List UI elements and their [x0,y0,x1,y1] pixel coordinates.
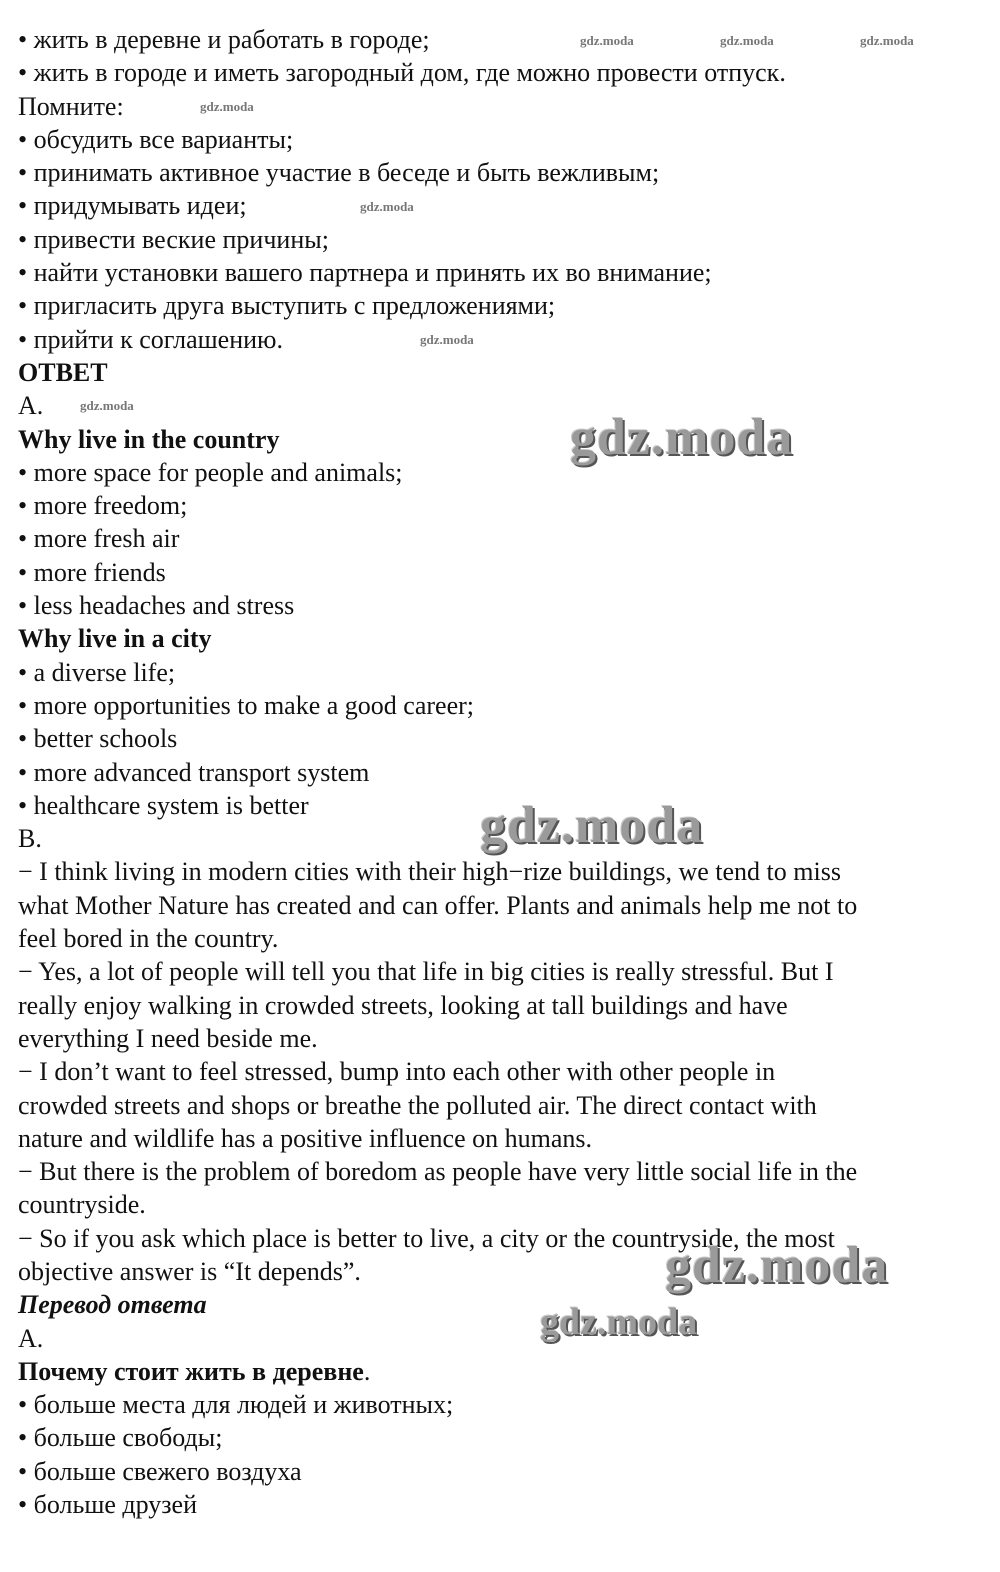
city-bullet: • more opportunities to make a good career; [18,690,475,720]
dialogue-line: − Yes, a lot of people will tell you that life in big cities is really stressful. But I [18,957,834,987]
translation-heading: Перевод ответа [18,1290,207,1320]
remember-label: Помните: [18,91,124,121]
part-b-label: B. [18,824,42,854]
dialogue-line: − I think living in modern cities with their high−rize buildings, we tend to miss [18,857,841,887]
dialogue-line: what Mother Nature has created and can offer. Plants and animals help me not to [18,890,858,920]
remember-bullet: • прийти к соглашению. [18,324,283,354]
watermark: gdz.moda [665,1237,889,1294]
watermark: gdz.moda [80,398,134,413]
watermark: gdz.moda [420,332,474,347]
remember-bullet: • привести веские причины; [18,224,329,254]
watermark: gdz.moda [860,33,914,48]
dialogue-line: nature and wildlife has a positive influence on humans. [18,1123,593,1153]
city-bullet: • a diverse life; [18,657,176,687]
translation-bullet: • больше свежего воздуха [18,1456,302,1486]
translation-bullet: • больше места для людей и животных; [18,1390,454,1420]
document [18,23,988,1521]
city-bullet: • more advanced transport system [18,757,370,787]
dialogue-line: crowded streets and shops or breathe the polluted air. The direct contact with [18,1090,817,1120]
watermark: gdz.moda [570,409,794,466]
dialogue-line: feel bored in the country. [18,924,279,954]
dialogue-line: − So if you ask which place is better to live, a city or the countryside, the most [18,1223,835,1253]
remember-bullet: • придумывать идеи; [18,191,247,221]
dialogue-line: countryside. [18,1190,146,1220]
country-bullet: • more freedom; [18,491,188,521]
city-heading: Why live in a city [18,624,212,654]
country-bullet: • more fresh air [18,524,180,554]
remember-bullet: • найти установки вашего партнера и принять их во внимание; [18,258,712,288]
country-bullet: • more friends [18,557,166,587]
city-bullet: • healthcare system is better [18,790,309,820]
city-bullet: • better schools [18,724,178,754]
watermark: gdz.moda [360,199,414,214]
watermark: gdz.moda [580,33,634,48]
remember-bullet: • обсудить все варианты; [18,124,294,154]
watermark: gdz.moda [200,99,254,114]
country-bullet: • more space for people and animals; [18,457,403,487]
intro-bullet: • жить в городе и иметь загородный дом, где можно провести отпуск. [18,58,786,88]
watermark: gdz.moda [480,797,704,854]
watermark: gdz.moda [720,33,774,48]
dialogue-line: really enjoy walking in crowded streets, looking at tall buildings and have [18,990,788,1020]
answer-heading: ОТВЕТ [18,357,108,387]
dialogue-line: everything I need beside me. [18,1023,318,1053]
remember-bullet: • пригласить друга выступить с предложениями; [18,291,556,321]
part-a-label: A. [18,391,44,421]
heading-period: . [363,1356,371,1386]
dialogue-line: − But there is the problem of boredom as people have very little social life in the [18,1157,858,1187]
translation-bullet: • больше свободы; [18,1423,223,1453]
translation-a-label: A. [18,1323,44,1353]
dialogue-line: − I don’t want to feel stressed, bump into each other with other people in [18,1057,776,1087]
translation-bullet: • больше друзей [18,1490,197,1520]
dialogue-line: objective answer is “It depends”. [18,1256,361,1286]
remember-bullet: • принимать активное участие в беседе и быть вежливым; [18,158,660,188]
country-heading: Why live in the country [18,424,280,454]
translation-country-heading: Почему стоит жить в деревне [18,1356,364,1386]
watermark: gdz.moda [540,1301,698,1343]
country-bullet: • less headaches and stress [18,591,295,621]
intro-bullet: • жить в деревне и работать в городе; [18,25,430,54]
